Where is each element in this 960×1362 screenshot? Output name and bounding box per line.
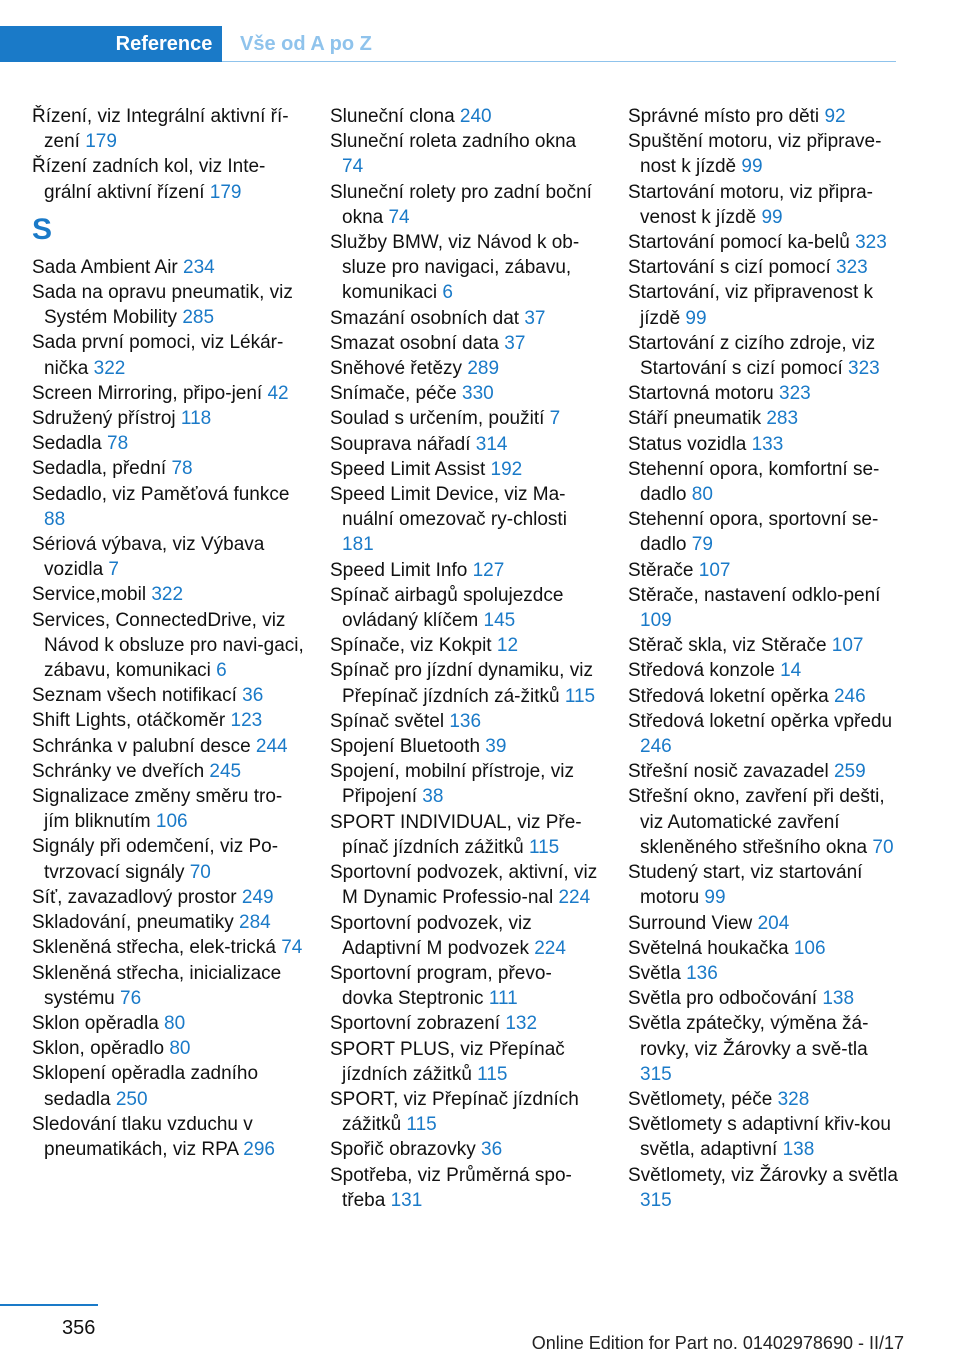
index-entry <box>32 330 304 380</box>
index-entry <box>32 759 304 784</box>
index-entry-text: Spořič obrazovky <box>330 1139 482 1161</box>
index-entry-text: Sklon, opěradlo <box>32 1038 170 1060</box>
index-entry-text: Sklopení opěradla zadního sedadla <box>32 1063 259 1110</box>
index-entry-text: Soulad s určením, použití <box>330 408 550 430</box>
index-page-link[interactable]: 6 <box>216 660 227 682</box>
index-entry <box>32 381 304 406</box>
index-entry-text: Sedadla, přední <box>32 458 172 480</box>
index-entry <box>330 1137 602 1162</box>
index-entry <box>32 784 304 834</box>
index-entry <box>330 180 602 230</box>
index-page-link[interactable]: 246 <box>640 736 672 758</box>
index-page-link[interactable]: 118 <box>180 408 212 430</box>
index-entry-text: Skleněná střecha, elek‐trická <box>32 937 282 959</box>
index-entry-text: Startování pomocí ka‐belů <box>628 232 856 254</box>
index-entry-text: Sdružený přístroj <box>32 408 181 430</box>
index-page-link[interactable]: 323 <box>836 257 868 279</box>
index-entry <box>330 709 602 734</box>
index-page-link[interactable]: 179 <box>209 181 242 203</box>
index-page-link[interactable]: 283 <box>766 408 799 430</box>
index-entry-text: Stěrače, nastavení odklo‐pení <box>628 584 881 606</box>
index-page-link[interactable]: 107 <box>698 559 731 581</box>
index-entry <box>628 986 900 1011</box>
index-entry <box>628 180 900 230</box>
index-entry <box>330 759 602 809</box>
index-page-link[interactable]: 315 <box>640 1063 672 1085</box>
index-entry-text: Střešní okno, zavření při dešti, viz Automatické zavření skleněného střešního okna <box>628 786 885 858</box>
index-entry <box>628 129 900 179</box>
index-page-link[interactable]: 111 <box>488 988 518 1010</box>
index-page-link[interactable]: 12 <box>496 635 519 657</box>
index-entry <box>330 331 602 356</box>
index-page-link[interactable]: 138 <box>782 1139 815 1161</box>
tab-reference[interactable]: Reference <box>115 33 213 55</box>
index-entry <box>330 583 602 633</box>
index-page-link[interactable]: 245 <box>209 760 242 782</box>
index-page-link[interactable]: 70 <box>189 861 211 883</box>
index-entry <box>32 608 304 684</box>
index-entry-text: Sluneční roleta zadního okna <box>330 131 577 153</box>
index-page-link[interactable]: 131 <box>390 1189 423 1211</box>
index-entry-text: Sedadlo, viz Paměťová funkce <box>32 483 290 505</box>
index-page-link[interactable]: 136 <box>686 962 718 984</box>
index-entry <box>32 456 304 481</box>
index-entry-text: Skleněná střecha, inicializace systému <box>32 962 282 1009</box>
index-page-link[interactable]: 289 <box>467 358 500 380</box>
index-page-link[interactable]: 314 <box>475 433 508 455</box>
index-entry <box>628 406 900 431</box>
index-column-2 <box>330 104 602 1213</box>
index-page-link[interactable]: 133 <box>751 433 784 455</box>
index-page-link[interactable]: 37 <box>524 307 546 329</box>
index-entry <box>628 331 900 381</box>
index-page-link[interactable]: 285 <box>182 307 215 329</box>
index-page-link[interactable]: 99 <box>761 206 783 228</box>
index-page-link[interactable]: 145 <box>483 610 516 632</box>
index-entry-text: Sportovní program, převo‐dovka Steptronic <box>330 962 552 1010</box>
index-entry <box>628 961 900 986</box>
index-entry-text: Skladování, pneumatiky <box>32 912 240 934</box>
index-entry <box>32 255 304 280</box>
index-entry-text: Služby BMW, viz Návod k ob‐sluze pro navigaci, zábavu, komunikaci <box>330 232 580 304</box>
index-page-link[interactable]: 224 <box>558 887 591 909</box>
index-entry-text: Startování motoru, viz připra‐venost k jízdě <box>628 181 873 228</box>
index-entry <box>32 482 304 532</box>
index-entry <box>32 532 304 582</box>
index-entry-text: Spojení, mobilní přístroje, viz Připojení <box>330 761 574 808</box>
index-entry <box>330 406 602 431</box>
index-entry <box>628 936 900 961</box>
index-entry <box>330 658 602 708</box>
index-page-link[interactable]: 38 <box>422 786 444 808</box>
index-column-3 <box>628 104 900 1213</box>
index-page-link[interactable]: 115 <box>477 1063 508 1085</box>
index-entry <box>628 457 900 507</box>
index-page-link[interactable]: 138 <box>822 988 855 1010</box>
index-page-link[interactable]: 42 <box>267 382 289 404</box>
index-page-link[interactable]: 78 <box>107 433 129 455</box>
index-entry-text: Sklon opěradla <box>32 1012 165 1034</box>
index-entry <box>628 558 900 583</box>
index-entry <box>32 1112 304 1162</box>
index-entry-text: Stěrače <box>628 559 699 581</box>
index-entry <box>330 911 602 961</box>
index-entry-text: Řízení, viz Integrální aktivní ří‐zení <box>32 106 289 153</box>
index-page-link[interactable]: 322 <box>151 584 184 606</box>
index-page-link[interactable]: 328 <box>777 1088 810 1110</box>
index-entry-text: Status vozidla <box>628 433 752 455</box>
index-entry-text: Schránka v palubní desce <box>32 735 256 757</box>
index-entry-text: Smazat osobní data <box>330 332 505 354</box>
index-page-link[interactable]: 74 <box>281 937 303 959</box>
index-entry-text: Sledování tlaku vzduchu v pneumatikách, viz RPA <box>32 1113 253 1160</box>
index-page-link[interactable]: 80 <box>164 1012 186 1034</box>
index-entry-text: Startování z cizího zdroje, viz Startování s cizí pomocí <box>628 332 876 380</box>
index-entry-text: Středová konzole <box>628 660 781 682</box>
index-entry-text: Stehenní opora, komfortní se‐dadlo <box>628 458 880 506</box>
index-entry <box>32 1011 304 1036</box>
index-entry <box>330 961 602 1011</box>
index-page-link[interactable]: 115 <box>528 836 560 858</box>
index-page-link[interactable]: 246 <box>833 685 866 707</box>
index-page-link[interactable]: 136 <box>449 710 482 732</box>
index-page-link[interactable]: 115 <box>406 1114 437 1136</box>
index-entry-text: Stáří pneumatik <box>628 408 767 430</box>
index-entry-text: Sériová výbava, viz Výbava vozidla <box>32 534 265 581</box>
index-entry-text: Spojení Bluetooth <box>330 736 486 758</box>
index-entry-text: Světelná houkačka <box>628 937 794 959</box>
index-entry <box>628 280 900 330</box>
index-entry <box>330 381 602 406</box>
index-entry-text: Sada na opravu pneumatik, viz Systém Mobility <box>32 282 293 329</box>
index-entry-text: Správné místo pro děti <box>628 106 825 127</box>
index-entry <box>330 1037 602 1087</box>
index-entry-text: SPORT PLUS, viz Přepínač jízdních zážitků <box>330 1038 565 1085</box>
index-entry-text: Startovná motoru <box>628 383 780 405</box>
index-entry-text: Studený start, viz startování motoru <box>628 862 863 909</box>
index-page-link[interactable]: 259 <box>833 761 866 783</box>
index-entry <box>32 935 304 960</box>
index-entry <box>330 734 602 759</box>
index-entry <box>330 810 602 860</box>
index-page-link[interactable]: 14 <box>780 660 802 682</box>
index-entry-text: Sportovní podvozek, viz Adaptivní M podvozek <box>330 912 535 959</box>
index-entry-text: Světlomety s adaptivní křiv‐kou světla, adaptivní <box>628 1114 891 1161</box>
index-page-link[interactable]: 39 <box>485 736 507 758</box>
index-entry-text: Středová loketní opěrka <box>628 685 834 707</box>
page-number-rule <box>0 1304 98 1306</box>
index-entry <box>32 961 304 1011</box>
index-page-link[interactable]: 79 <box>691 534 713 556</box>
index-entry <box>330 1011 602 1036</box>
index-entry <box>330 1163 602 1213</box>
index-entry-text: Service,mobil <box>32 584 152 606</box>
index-entry <box>330 558 602 583</box>
index-entry-text: Startování s cizí pomocí <box>628 257 837 279</box>
index-entry-text: Sluneční rolety pro zadní boční okna <box>330 181 592 228</box>
index-entry <box>330 633 602 658</box>
index-entry-text: Speed Limit Info <box>330 559 473 581</box>
index-entry-text: Spínač světel <box>330 710 450 732</box>
index-page-link[interactable]: 127 <box>472 559 505 581</box>
index-entry-text: Sportovní zobrazení <box>330 1013 506 1035</box>
index-entry-text: Speed Limit Device, viz Ma‐nuální omezovač ry‐chlosti <box>330 484 567 531</box>
index-entry-text: Schránky ve dveřích <box>32 760 210 782</box>
index-entry-text: Seznam všech notifikací <box>32 685 243 707</box>
index-page-link[interactable]: 123 <box>230 710 263 732</box>
index-page-link[interactable]: 74 <box>342 156 364 178</box>
index-entry-text: Sada první pomoci, viz Lékár‐nička <box>32 332 284 379</box>
index-entry <box>628 684 900 709</box>
index-entry-text: SPORT INDIVIDUAL, viz Pře‐pínač jízdních zážitků <box>330 811 582 858</box>
index-page-link[interactable]: 7 <box>549 408 561 430</box>
index-entry <box>628 1112 900 1162</box>
index-entry-text: Řízení zadních kol, viz Inte‐grální aktivní řízení <box>32 156 266 203</box>
index-entry-text: Síť, zavazadlový prostor <box>32 886 242 908</box>
index-entry <box>32 104 304 154</box>
index-page-link[interactable]: 92 <box>824 106 846 127</box>
index-page-link[interactable]: 179 <box>85 131 117 153</box>
index-entry <box>32 406 304 431</box>
index-entry-text: Surround View <box>628 912 758 934</box>
index-page-link[interactable]: 76 <box>120 987 142 1009</box>
index-entry-text: Sportovní podvozek, aktivní, viz M Dynamic Professio‐nal <box>330 862 598 909</box>
index-entry-text: Světlomety, péče <box>628 1088 778 1110</box>
index-entry-text: Sada Ambient Air <box>32 256 184 278</box>
index-entry <box>32 885 304 910</box>
index-entry <box>628 860 900 910</box>
index-page-link[interactable]: 109 <box>640 610 672 632</box>
index-entry-text: Spínač airbagů spolujezdce ovládaný klíčem <box>330 584 564 632</box>
index-entry <box>628 255 900 280</box>
index-entry-text: Stěrač skla, viz Stěrače <box>628 635 832 657</box>
index-entry <box>628 633 900 658</box>
page-number: 356 <box>62 1317 96 1339</box>
index-entry <box>330 356 602 381</box>
index-entry <box>330 104 602 129</box>
index-entry-text: Spínače, viz Kokpit <box>330 635 497 657</box>
index-page-link[interactable]: 192 <box>490 458 523 480</box>
index-entry-text: Startování, viz připravenost k jízdě <box>628 282 873 329</box>
index-page-link[interactable]: 284 <box>239 912 271 934</box>
header-bar <box>0 26 896 62</box>
index-entry <box>330 860 602 910</box>
index-page-link[interactable]: 234 <box>183 256 215 278</box>
index-entry-text: Sněhové řetězy <box>330 358 468 380</box>
index-page-link[interactable]: 323 <box>779 383 811 405</box>
index-page-link[interactable]: 181 <box>342 534 374 556</box>
index-entry-text: Světla pro odbočování <box>628 988 823 1010</box>
index-page-link[interactable]: 296 <box>243 1138 275 1160</box>
index-entry <box>32 1036 304 1061</box>
index-page-link[interactable]: 106 <box>155 811 188 833</box>
index-page-link[interactable]: 107 <box>831 635 864 657</box>
index-entry-text: Spínač pro jízdní dynamiku, viz Přepínač jízdních zá‐žitků <box>330 660 593 707</box>
index-entry <box>628 507 900 557</box>
index-entry <box>628 911 900 936</box>
index-page-link[interactable]: 115 <box>564 685 596 707</box>
index-page-link[interactable]: 249 <box>241 886 274 908</box>
index-entry <box>32 280 304 330</box>
index-page-link[interactable]: 330 <box>462 383 494 405</box>
index-entry-text: Světla zpátečky, výměna žá‐rovky, viz Žárovky a svě‐tla <box>628 1013 869 1060</box>
index-entry-text: Sedadla <box>32 433 108 455</box>
index-entry <box>32 1061 304 1111</box>
footer-edition: Online Edition for Part no. 01402978690 - II/17 <box>531 1333 904 1353</box>
index-page-link[interactable]: 70 <box>872 836 894 858</box>
index-page-link[interactable]: 244 <box>255 735 288 757</box>
index-entry <box>32 683 304 708</box>
index-entry <box>32 431 304 456</box>
index-entry <box>628 1087 900 1112</box>
index-entry-text: Stehenní opora, sportovní se‐dadlo <box>628 509 879 556</box>
index-entry-text: Shift Lights, otáčkoměr <box>32 710 231 732</box>
index-entry <box>330 306 602 331</box>
index-page-link[interactable]: 37 <box>504 332 526 354</box>
index-entry-text: Services, ConnectedDrive, viz Návod k obsluze pro navi‐gaci, zábavu, komunikaci <box>32 609 304 682</box>
index-page-link[interactable]: 7 <box>108 559 119 581</box>
index-entry-text: Střešní nosič zavazadel <box>628 761 834 783</box>
header-underline <box>222 61 896 62</box>
index-entry <box>628 583 900 633</box>
index-page-link[interactable]: 74 <box>388 206 410 228</box>
index-page-link[interactable]: 240 <box>459 106 492 127</box>
index-page-link[interactable]: 80 <box>169 1038 191 1060</box>
index-entry <box>32 734 304 759</box>
index-entry <box>330 1087 602 1137</box>
index-entry-text: Screen Mirroring, připo‐jení <box>32 382 268 404</box>
index-page-link[interactable]: 99 <box>685 307 707 329</box>
index-entry <box>330 482 602 558</box>
index-entry-text: Světla <box>628 962 687 984</box>
index-page-link[interactable]: 204 <box>757 912 790 934</box>
index-entry <box>32 582 304 607</box>
index-page-link[interactable]: 99 <box>704 887 726 909</box>
index-entry-text: Sluneční clona <box>330 106 460 127</box>
index-entry <box>628 230 900 255</box>
index-entry-text: Světlomety, viz Žárovky a světla <box>628 1164 898 1186</box>
index-page-link[interactable]: 106 <box>793 937 826 959</box>
index-entry <box>32 154 304 204</box>
index-entry <box>628 784 900 860</box>
index-page-link[interactable]: 323 <box>848 358 880 380</box>
index-entry-text: SPORT, viz Přepínač jízdních zážitků <box>330 1088 579 1136</box>
index-entry <box>330 129 602 179</box>
index-entry <box>32 708 304 733</box>
index-entry-text: Smazání osobních dat <box>330 307 525 329</box>
index-entry <box>330 230 602 306</box>
index-entry <box>628 709 900 759</box>
index-page-link[interactable]: 36 <box>481 1139 503 1161</box>
index-entry-text: Středová loketní opěrka vpředu <box>628 710 893 732</box>
index-entry <box>330 457 602 482</box>
index-entry <box>628 658 900 683</box>
index-page-link[interactable]: 36 <box>242 685 264 707</box>
tab-a-to-z[interactable]: Vše od A po Z <box>240 33 372 55</box>
index-entry-text: Signalizace změny směru tro‐jím bliknutím <box>32 786 283 833</box>
index-entry <box>32 834 304 884</box>
index-column-1 <box>32 104 304 1162</box>
index-entry-text: Snímače, péče <box>330 383 463 405</box>
index-page-link[interactable]: 80 <box>691 484 713 506</box>
index-page-link[interactable]: 88 <box>44 508 66 530</box>
index-entry <box>628 1163 900 1213</box>
index-page-link[interactable]: 224 <box>534 937 566 959</box>
index-entry <box>32 910 304 935</box>
index-page-link[interactable]: 315 <box>640 1189 672 1211</box>
index-page-link[interactable]: 78 <box>171 458 193 480</box>
index-page-link[interactable]: 6 <box>442 282 453 304</box>
index-entry <box>628 104 900 129</box>
index-page-link[interactable]: 323 <box>855 232 887 254</box>
index-entry-text: Speed Limit Assist <box>330 458 491 480</box>
index-entry-text: Signály při odemčení, viz Po‐tvrzovací signály <box>32 836 279 883</box>
index-page-link[interactable]: 99 <box>741 156 763 178</box>
index-entry <box>628 759 900 784</box>
index-entry <box>330 432 602 457</box>
index-entry <box>628 432 900 457</box>
index-section-letter: S <box>32 212 53 246</box>
index-entry <box>628 1011 900 1087</box>
index-entry-text: Souprava nářadí <box>330 433 476 455</box>
index-page-link[interactable]: 250 <box>115 1088 148 1110</box>
index-page-link[interactable]: 132 <box>505 1013 538 1035</box>
index-page-link[interactable]: 322 <box>93 357 126 379</box>
index-entry-text: Spuštění motoru, viz připrave‐nost k jízdě <box>628 131 882 178</box>
index-entry-text: Spotřeba, viz Průměrná spo‐třeba <box>330 1164 572 1211</box>
index-entry <box>628 381 900 406</box>
